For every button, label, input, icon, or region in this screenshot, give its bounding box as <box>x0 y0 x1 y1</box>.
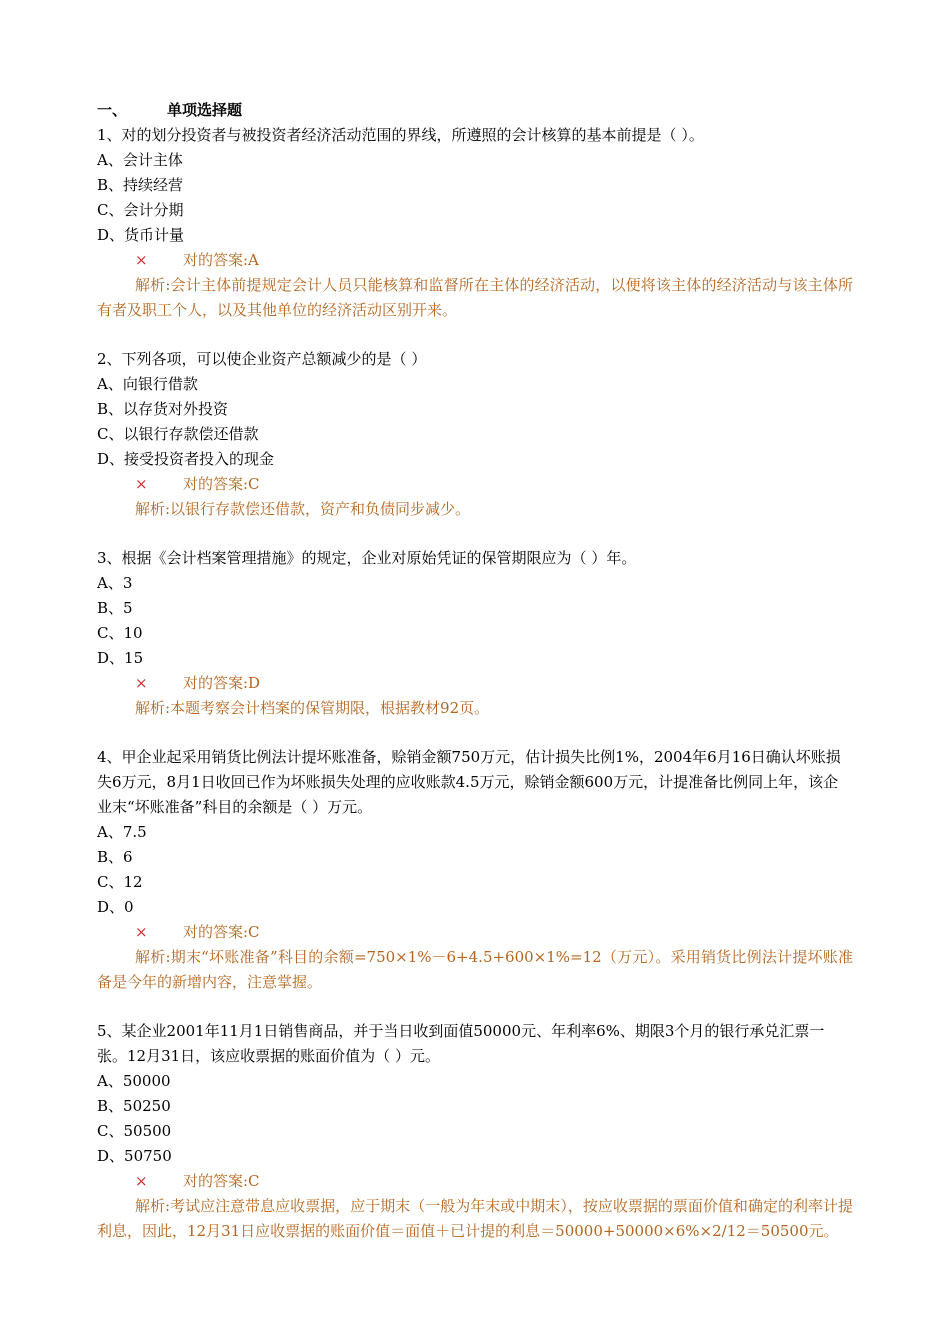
question-stem: 4、甲企业起采用销货比例法计提坏账准备，赊销金额750万元，估计损失比例1%，2004年6月16日确认坏账损失6万元，8月1日收回已作为坏账损失处理的应收账款4.5万元，赊销金额600万元，计提准备比例同上年，该企业末“坏账准备”科目的余额是（ ）万元。 <box>97 748 841 816</box>
option-c: C、会计分期 <box>97 201 184 219</box>
option-c: C、以银行存款偿还借款 <box>97 425 259 443</box>
explanation: 解析:期末“坏账准备”科目的余额=750×1%－6+4.5+600×1%=12（万元）。采用销货比例法计提坏账准备是今年的新增内容，注意掌握。 <box>97 948 853 991</box>
wrong-mark-icon: × <box>135 251 148 269</box>
correct-answer: 对的答案:C <box>183 475 260 493</box>
answer-row <box>97 472 853 497</box>
option-b: B、5 <box>97 599 133 617</box>
answer-row <box>97 1169 853 1194</box>
question-stem: 2、下列各项，可以使企业资产总额减少的是（ ） <box>97 350 427 368</box>
option-d: D、50750 <box>97 1147 172 1165</box>
wrong-mark-icon: × <box>135 674 148 692</box>
explanation: 解析:会计主体前提规定会计人员只能核算和监督所在主体的经济活动，以便将该主体的经济活动与该主体所有者及职工个人，以及其他单位的经济活动区别开来。 <box>97 276 853 319</box>
answer-row <box>97 920 853 945</box>
answer-row <box>97 671 853 696</box>
option-c: C、10 <box>97 624 143 642</box>
option-a: A、会计主体 <box>97 151 183 169</box>
question-4 <box>97 745 853 995</box>
section-title: 单项选择题 <box>167 101 243 119</box>
explanation: 解析:考试应注意带息应收票据，应于期末（一般为年末或中期末），按应收票据的票面价值和确定的利率计提利息，因此，12月31日应收票据的账面价值＝面值＋已计提的利息＝50000+50000×6%×2/12＝50500元。 <box>97 1197 853 1240</box>
option-b: B、6 <box>97 848 133 866</box>
question-2 <box>97 347 853 522</box>
option-d: D、货币计量 <box>97 226 185 244</box>
wrong-mark-icon: × <box>135 1172 148 1190</box>
correct-answer: 对的答案:C <box>183 923 260 941</box>
explanation: 解析:以银行存款偿还借款，资产和负债同步减少。 <box>135 500 471 518</box>
question-3 <box>97 546 853 721</box>
option-d: D、接受投资者投入的现金 <box>97 450 275 468</box>
wrong-mark-icon: × <box>135 475 148 493</box>
question-5 <box>97 1019 853 1244</box>
option-b: B、50250 <box>97 1097 171 1115</box>
option-c: C、50500 <box>97 1122 172 1140</box>
option-a: A、3 <box>97 574 133 592</box>
question-1 <box>97 123 853 323</box>
option-b: B、持续经营 <box>97 176 184 194</box>
correct-answer: 对的答案:C <box>183 1172 260 1190</box>
option-a: A、50000 <box>97 1072 171 1090</box>
option-a: A、7.5 <box>97 823 147 841</box>
option-d: D、0 <box>97 898 134 916</box>
correct-answer: 对的答案:A <box>183 251 259 269</box>
wrong-mark-icon: × <box>135 923 148 941</box>
option-c: C、12 <box>97 873 143 891</box>
section-heading <box>97 98 242 123</box>
question-stem: 3、根据《会计档案管理措施》的规定，企业对原始凭证的保管期限应为（ ）年。 <box>97 549 637 567</box>
answer-row <box>97 248 853 273</box>
question-stem: 1、对的划分投资者与被投资者经济活动范围的界线，所遵照的会计核算的基本前提是（ ）。 <box>97 126 704 144</box>
explanation: 解析:本题考察会计档案的保管期限，根据教材92页。 <box>135 699 490 717</box>
option-d: D、15 <box>97 649 144 667</box>
option-b: B、以存货对外投资 <box>97 400 229 418</box>
correct-answer: 对的答案:D <box>183 674 261 692</box>
question-stem: 5、某企业2001年11月1日销售商品，并于当日收到面值50000元、年利率6%、期限3个月的银行承兑汇票一张。12月31日，该应收票据的账面价值为（ ）元。 <box>97 1022 825 1065</box>
section-number: 一、 <box>97 101 128 119</box>
option-a: A、向银行借款 <box>97 375 198 393</box>
